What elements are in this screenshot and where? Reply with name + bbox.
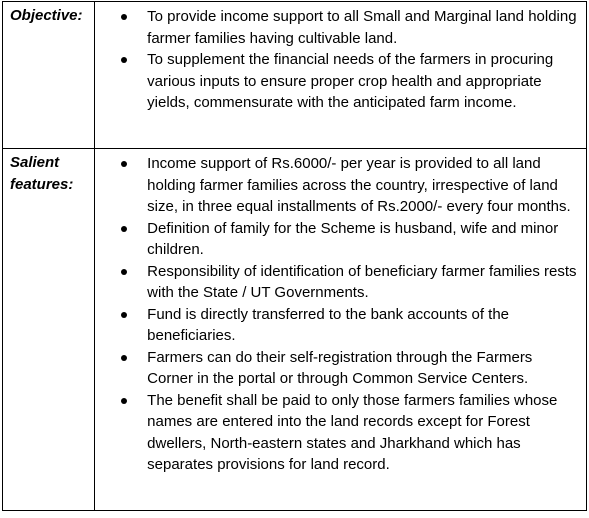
list-item [147, 6, 578, 49]
list-item [147, 304, 578, 347]
objective-content [95, 2, 587, 149]
objective-list [95, 6, 578, 114]
bullet-icon [121, 14, 127, 20]
bullet-icon [121, 398, 127, 404]
bullet-icon [121, 161, 127, 167]
list-item [147, 347, 578, 390]
salient-features-row [3, 149, 587, 511]
list-item-text: Farmers can do their self-registration through the Farmers Corner in the portal or through Common Service Centers. [147, 348, 533, 387]
list-item [147, 390, 578, 476]
list-item [147, 261, 578, 304]
list-item [147, 49, 578, 114]
list-item-text: Income support of Rs.6000/- per year is provided to all land holding farmer families across the country, irrespective of land size, in three equal installments of Rs.2000/- every four months. [147, 155, 571, 215]
salient-features-label: Salient features: [3, 149, 95, 511]
objective-row [3, 2, 587, 149]
list-item-text: The benefit shall be paid to only those farmers families whose names are entered into the land records except for Forest dwellers, North-eastern states and Jharkhand which has separates provisions for land record. [147, 391, 558, 473]
list-item [147, 153, 578, 218]
list-item-text: Definition of family for the Scheme is husband, wife and minor children. [147, 219, 559, 258]
bullet-icon [121, 226, 127, 232]
list-item [147, 218, 578, 261]
list-item-text: Fund is directly transferred to the bank accounts of the beneficiaries. [147, 305, 510, 344]
bullet-icon [121, 57, 127, 63]
salient-features-content [95, 149, 587, 511]
list-item-text: Responsibility of identification of beneficiary farmer families rests with the State / UT Governments. [147, 262, 577, 301]
bullet-icon [121, 269, 127, 275]
objective-label: Objective: [3, 2, 95, 149]
bullet-icon [121, 312, 127, 318]
bullet-icon [121, 355, 127, 361]
scheme-table [2, 1, 587, 511]
list-item-text: To provide income support to all Small and Marginal land holding farmer families having cultivable land. [147, 8, 577, 47]
salient-features-list [95, 153, 578, 476]
list-item-text: To supplement the financial needs of the farmers in procuring various inputs to ensure proper crop health and appropriate yields, commensurate with the anticipated farm income. [147, 51, 554, 111]
